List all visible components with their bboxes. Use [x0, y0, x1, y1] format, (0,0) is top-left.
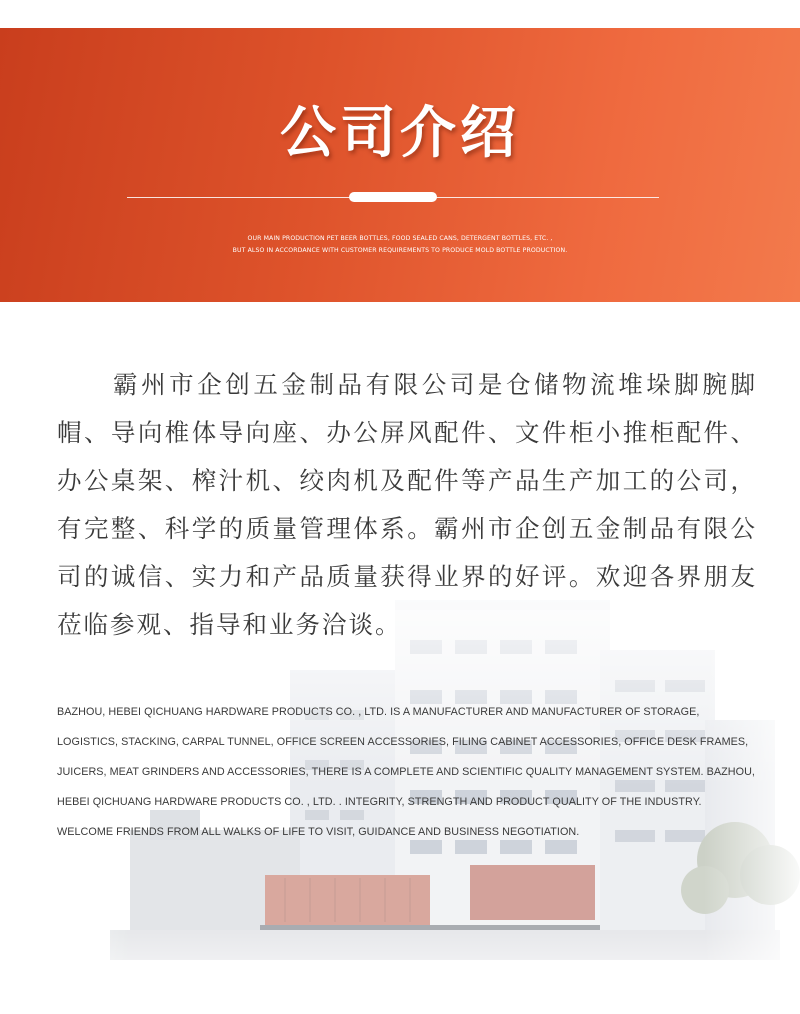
- company-intro-chinese: 霸州市企创五金制品有限公司是仓储物流堆垛脚腕脚帽、导向椎体导向座、办公屏风配件、文件柜小推柜配件、办公桌架、榨汁机、绞肉机及配件等产品生产加工的公司，有完整、科学的质量管理体系。霸州市企创五金制品有限公司的诚信、实力和产品质量获得业界的好评。欢迎各界朋友莅临参观、指导和业务洽谈。: [57, 370, 757, 639]
- banner-subtitle-line-1: OUR MAIN PRODUCTION PET BEER BOTTLES, FOOD SEALED CANS, DETERGENT BOTTLES, ETC. ,: [247, 235, 553, 242]
- page-title: 公司介绍: [280, 100, 520, 166]
- company-intro-english: BAZHOU, HEBEI QICHUANG HARDWARE PRODUCTS CO. , LTD. IS A MANUFACTURER AND MANUFACTURER OF STORAGE, LOGISTICS, STACKING, CARPAL TUNNEL, OFFICE SCREEN ACCESSORIES, FILING CABINET ACCESSORIES, OFFICE DESK FRAMES, JUICERS, MEAT GRINDERS AND ACCESSORIES, THERE IS A COMPLETE AND SCIENTIFIC QUALITY MANAGEMENT SYSTEM. BAZHOU, HEBEI QICHUANG HARDWARE PRODUCTS CO. , LTD. . INTEGRITY, STRENGTH AND PRODUCT QUALITY OF THE INDUSTRY. WELCOME FRIENDS FROM ALL WALKS OF LIFE TO VISIT, GUIDANCE AND BUSINESS NEGOTIATION.: [57, 706, 755, 838]
- title-divider-accent: [349, 192, 437, 202]
- banner-subtitle-line-2: BUT ALSO IN ACCORDANCE WITH CUSTOMER REQUIREMENTS TO PRODUCE MOLD BOTTLE PRODUCTION.: [232, 247, 568, 254]
- header-banner: [0, 28, 800, 302]
